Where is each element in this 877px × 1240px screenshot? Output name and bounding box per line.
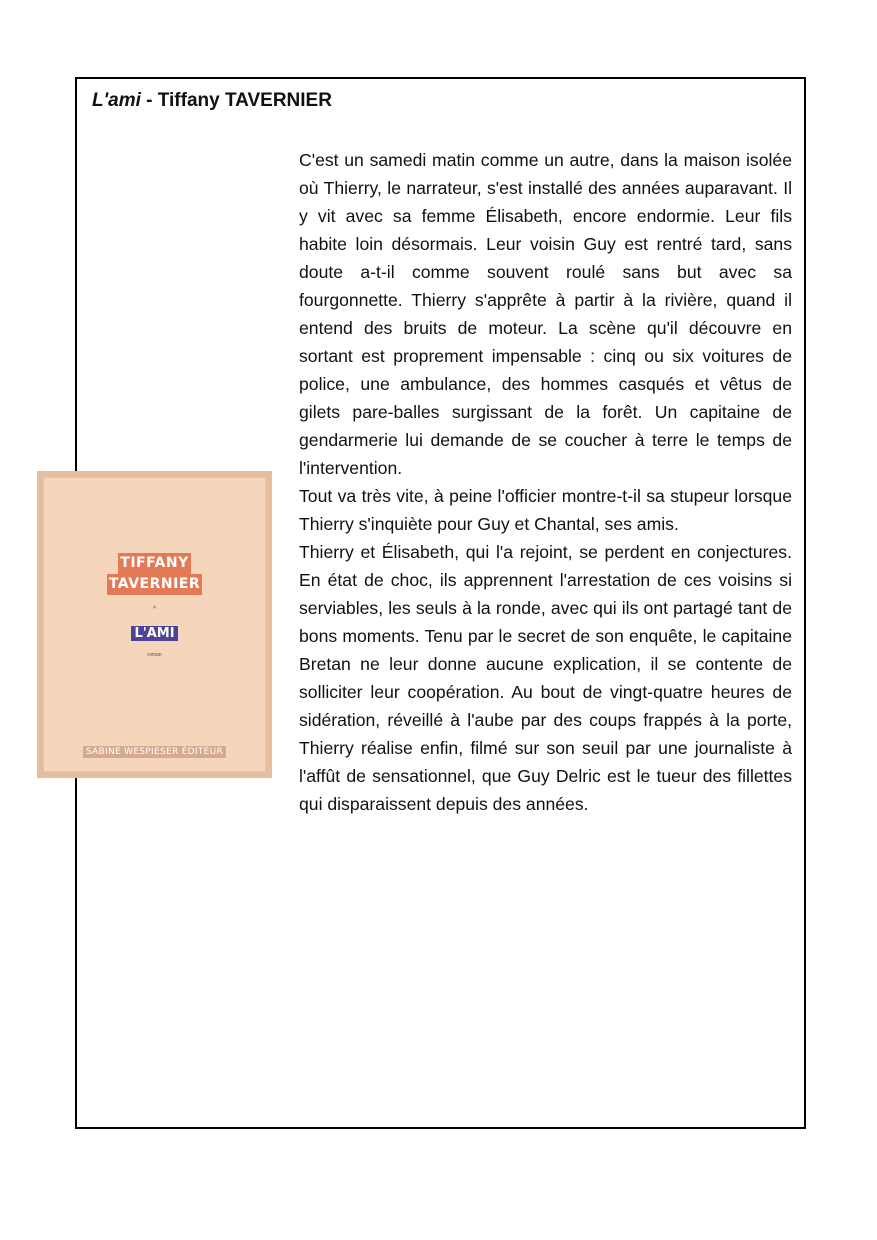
cover-author-first: TIFFANY: [118, 553, 190, 574]
cover-publisher-label: SABINE WESPIESER ÉDITEUR: [83, 746, 226, 758]
cover-title: [44, 626, 265, 641]
book-title: L'ami: [92, 90, 141, 111]
book-summary: [299, 146, 792, 818]
page-heading: [92, 90, 332, 112]
cover-author: [44, 553, 265, 595]
cover-genre: roman: [147, 652, 162, 658]
cover-author-last: TAVERNIER: [107, 574, 202, 595]
cover-publisher: [44, 746, 265, 758]
book-cover-face: [43, 477, 266, 772]
heading-separator: -: [140, 90, 158, 111]
book-cover: [37, 471, 272, 778]
summary-paragraph: Thierry et Élisabeth, qui l'a rejoint, se perdent en conjectures. En état de choc, ils apprennent l'arrestation de ces voisins si serviables, les seuls à la ronde, avec qui ils ont partagé tant de bons moments. Tenu par le secret de son enquête, le capitaine Bretan ne leur donne aucune explication, il se contente de solliciter leur coopération. Au bout de vingt-quatre heures de sidération, réveillé à l'aube par des coups frappés à la porte, Thierry réalise enfin, filmé sur son seuil par une journaliste à l'affût de sensationnel, que Guy Delric est le tueur des fillettes qui disparaissent depuis des années.: [299, 542, 792, 814]
summary-paragraph: C'est un samedi matin comme un autre, dans la maison isolée où Thierry, le narrateur, s'est installé des années auparavant. Il y vit avec sa femme Élisabeth, encore endormie. Leur fils habite loin désormais. Leur voisin Guy est rentré tard, sans doute a-t-il comme souvent roulé sans but avec sa fourgonnette. Thierry s'apprête à partir à la rivière, quand il entend des bruits de moteur. La scène qu'il découvre en sortant est proprement impensable : cinq ou six voitures de police, une ambulance, des hommes casqués et vêtus de gilets pare-balles surgissant de la forêt. Un capitaine de gendarmerie lui demande de se coucher à terre le temps de l'intervention.: [299, 150, 792, 478]
cover-title-label: L'AMI: [131, 626, 177, 641]
cover-dot-ornament: ●: [152, 604, 157, 611]
book-author: Tiffany TAVERNIER: [157, 90, 332, 111]
summary-paragraph: Tout va très vite, à peine l'officier montre-t-il sa stupeur lorsque Thierry s'inquiète pour Guy et Chantal, ses amis.: [299, 486, 792, 534]
